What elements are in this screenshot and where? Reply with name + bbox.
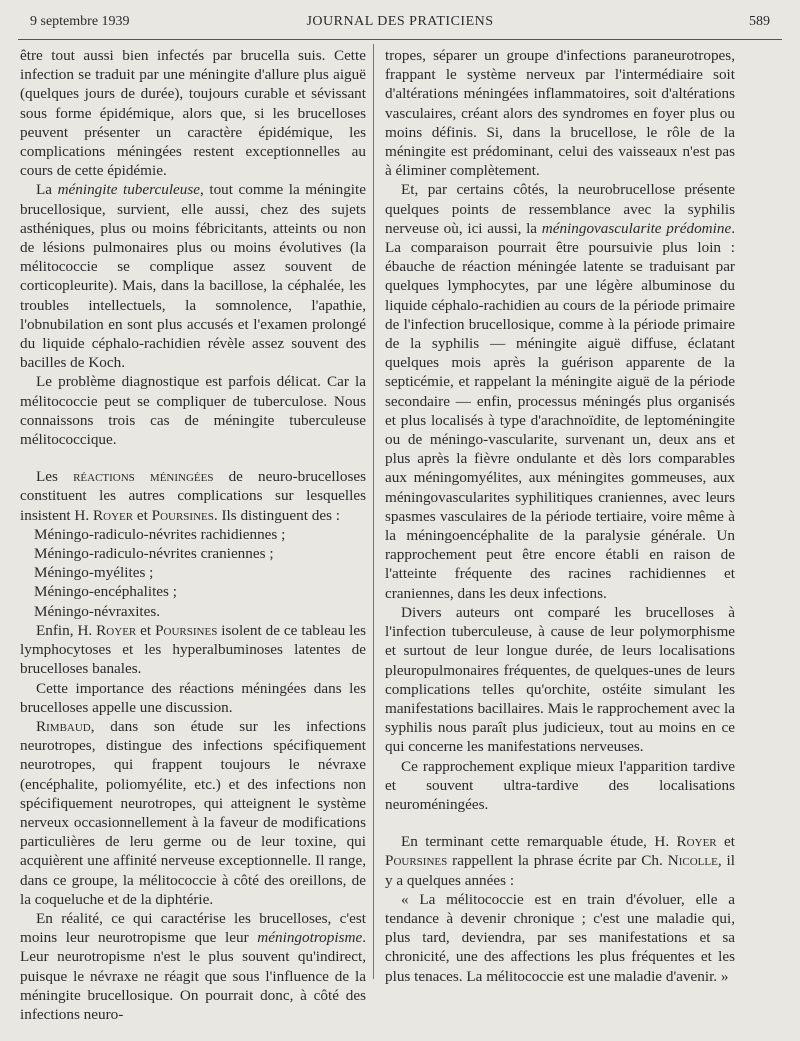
author-name: Royer: [93, 506, 134, 524]
header-date: 9 septembre 1939: [30, 14, 130, 29]
text-run: de neuro-brucelloses constituent les autres complications sur lesquelles insistent H.: [20, 468, 367, 524]
list-item: Méningo-névraxites.: [34, 602, 161, 620]
paragraph: [20, 467, 366, 525]
text-run: La: [36, 181, 58, 199]
spacer: [20, 449, 366, 467]
journal-title: JOURNAL DES PRATICIENS: [306, 14, 494, 29]
list-item: Méningo-radiculo-névrites craniennes ;: [34, 545, 274, 563]
text-run: . La comparaison pourrait être poursuivie plus loin : ébauche de réaction méningée latente se traduisant par quelques lymphocytes, par une légère albuminose du liquide céphalo-rachidien au cours de la période primaire de l'infection brucellosique, comme à la période primaire de la syphilis — méningite aiguë diffuse, éclatant quelques mois après la guérison apparente de la septicémie, et rappelant la méningite aiguë de la période secondaire — enfin, processus méningés plus organisés et plus localisés à type d'arachnoïdite, de leptoméningite ou de méningo-vascularite, survenant un, deux ans et plus après la fièvre ondulante et dès lors comparables aux méningomyélites, aux méningites gommeuses, aux méningovascularites syphilitiques craniennes, avec leurs spasmes vasculaires de la période tertiaire, voire même à la méningoencéphalite de la paralysie générale. Un rapprochement peut être encore établi en raison de l'atteinte fréquente des racines rachidiennes et craniennes, dans les deux infections.: [385, 219, 735, 602]
text-run: Et, par certains côtés, la neurobrucellose présente quelques points de ressemblance avec la syphilis nerveuse où, ici aussi, la: [385, 181, 735, 237]
paragraph: Le problème diagnostique est parfois délicat. Car la mélitococcie peut se compliquer de tuberculose. Nous connaissons trois cas de méningite tuberculeuse mélitococcique.: [20, 373, 366, 449]
page-number: 589: [749, 14, 770, 29]
author-name: Poursines: [155, 621, 218, 639]
text-run: , dans son étude sur les infections neurotropes, distingue des infections spécifiquement neurotropes, qui frappent toujours le névraxe (encéphalite, poliomyélite, etc.) et des infections non spécifiquement neurotropes, qui atteignent le système nerveux occasionnellement à la faveur de modifications particulières de leru germe ou de leur toxine, qui acquièrent une affinité nerveuse exceptionnelle. Il range, dans ce groupe, la mélitococcie à côté des oreillons, de la coqueluche et de la diphtérie.: [20, 717, 366, 908]
text-run: . Leur neurotropisme n'est le plus souvent qu'indirect, puisque le névraxe ne réagit que sous l'influence de la méningite brucellosique. On pourrait donc, à côté des infections neuro-: [20, 929, 366, 1023]
text-run: Les: [36, 468, 74, 486]
text-run: , tout comme la méningite brucellosique, survient, elle aussi, chez des sujets asthéniques, plus ou moins fébricitants, atteints ou non de lésions pulmonaires plus ou moins évolutives (la mélitococcie se complique assez souvent de corticopleurite). Mais, dans la bacillose, la céphalée, les troubles intellectuels, la somnolence, l'apathie, l'obnubilation en sont plus accusés et l'examen prolongé du liquide céphalo-rachidien révèle assez souvent des bacilles de Koch.: [20, 181, 366, 372]
text-run: , il y a quelques années :: [385, 852, 735, 889]
author-name: Royer: [96, 621, 137, 639]
list: [34, 525, 366, 621]
text-run: . Ils distinguent des :: [213, 506, 341, 524]
page-header: [30, 14, 770, 36]
spacer: [385, 814, 735, 832]
column-divider: [373, 44, 374, 979]
emphasis: méningotropisme: [257, 929, 363, 947]
text-run: En terminant cette remarquable étude, H.: [401, 833, 677, 851]
author-name: Rimbaud: [36, 717, 91, 735]
paragraph: Cette importance des réactions méningées dans les brucelloses appelle une discussion.: [20, 679, 366, 716]
author-name: Nicolle: [667, 852, 718, 870]
author-name: Poursines: [385, 852, 448, 870]
paragraph: [20, 180, 366, 372]
text-run: En réalité, ce qui caractérise les brucelloses, c'est moins leur neurotropisme que leur: [20, 909, 366, 947]
quote: « La mélitococcie est en train d'évoluer, elle a tendance à devenir chronique ; c'est une maladie qui, plus tard, deviendra, par ses manifestations et sa chronicité, une des affections les plus fréquentes et les plus tenaces. La mélitococcie est une maladie d'avenir. »: [385, 890, 735, 985]
author-name: Poursines: [151, 506, 214, 524]
text-run: isolent de ce tableau les lymphocytoses et les hyperalbuminoses latentes de brucelloses banales.: [20, 621, 366, 678]
paragraph: [20, 909, 366, 1024]
paragraph: tropes, séparer un groupe d'infections paraneurotropes, frappant le système nerveux par l'intermédiaire soit d'altérations méningées inflammatoires, soit d'altérations vasculaires, créant alors des syndromes en foyer plus ou moins définis. Si, dans la brucellose, le rôle de la méningite est prédominant, celui des vaisseaux n'est pas à éliminer complètement.: [385, 47, 735, 180]
paragraph: [20, 717, 366, 909]
text-run: et: [136, 621, 156, 639]
list-item: Méningo-myélites ;: [34, 564, 154, 582]
paragraph: Ce rapprochement explique mieux l'apparition tardive et souvent ultra-tardive des localisations neuroméningées.: [385, 757, 735, 813]
right-column: [385, 46, 735, 986]
text-run: Enfin, H.: [36, 621, 97, 639]
author-name: Royer: [676, 833, 717, 851]
emphasis: méningite tuberculeuse: [57, 181, 201, 199]
text-run: et: [133, 506, 152, 524]
list-item: Méningo-radiculo-névrites rachidiennes ;: [34, 525, 286, 543]
text-run: rappellent la phrase écrite par Ch.: [447, 852, 668, 870]
paragraph: [385, 180, 735, 602]
header-rule: [18, 39, 782, 40]
text-run: et: [716, 833, 735, 851]
paragraph: [385, 832, 735, 890]
left-column: [20, 46, 366, 1024]
emphasis: méningovascularite prédomine: [541, 219, 732, 237]
small-caps-text: réactions méningées: [73, 468, 214, 486]
paragraph: [20, 621, 366, 679]
paragraph: être tout aussi bien infectés par brucella suis. Cette infection se traduit par une méningite d'allure plus aiguë (quelques jours de durée), toujours curable et sévissant sous forme épidémique, alors que, si les brucelloses peuvent présenter un caractère épidémique, les complications méningées restent exceptionnelles au cours de cette épidémie.: [20, 47, 366, 180]
paragraph: Divers auteurs ont comparé les brucelloses à l'infection tuberculeuse, à cause de leur polymorphisme et surtout de leur longue durée, de leurs localisations pleuropulmonaires fréquentes, de quelques-unes de leurs complications telles qu'orchite, ostéite simulant les manifestations bacillaires. Mais le rapprochement avec la syphilis nous paraît plus judicieux, tout au moins en ce qui concerne les manifestations nerveuses.: [385, 603, 735, 756]
list-item: Méningo-encéphalites ;: [34, 583, 177, 601]
